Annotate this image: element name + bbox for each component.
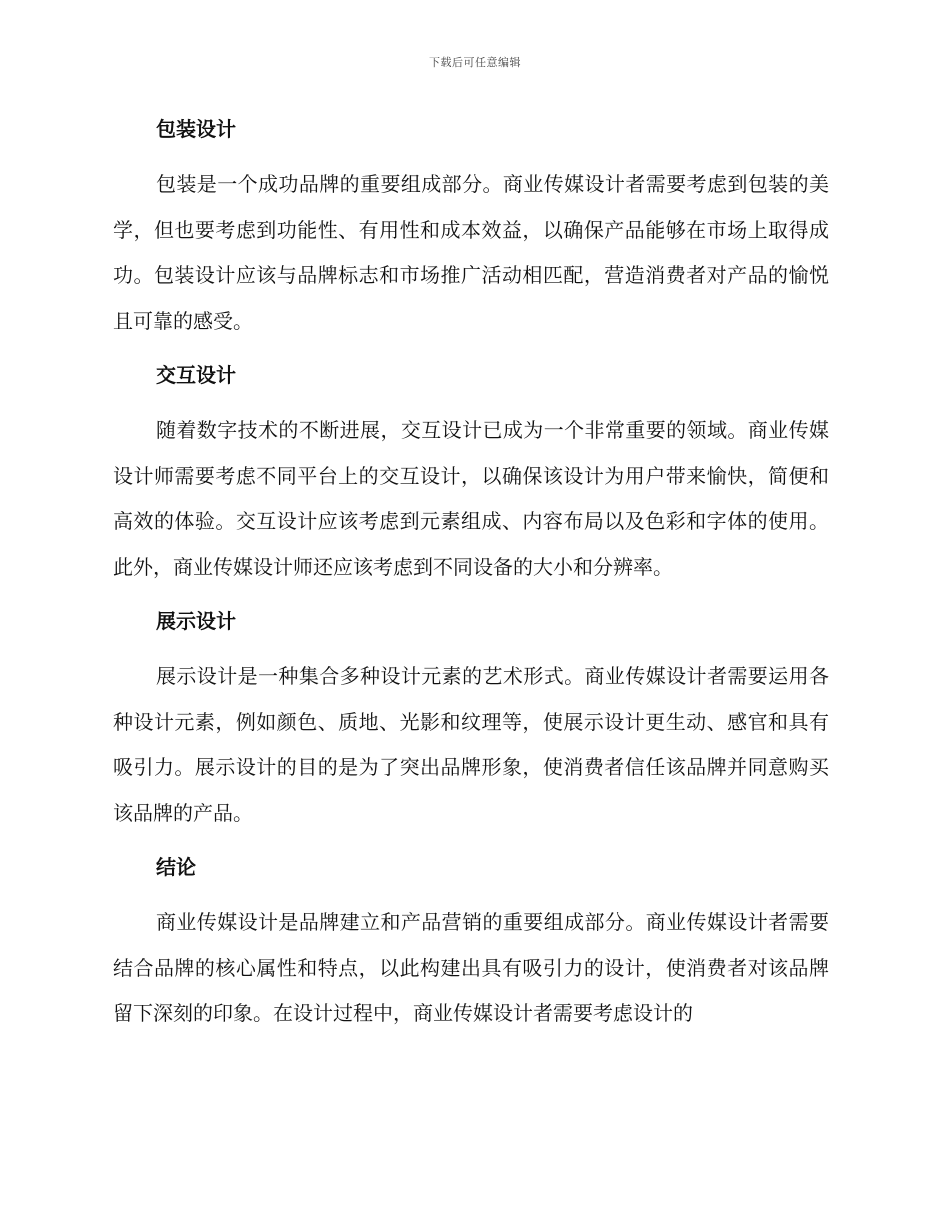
page-header: 下载后可任意编辑 <box>429 56 521 69</box>
section-heading-packaging: 包装设计 <box>156 117 236 141</box>
section-heading-interaction: 交互设计 <box>156 363 236 387</box>
section-heading-display: 展示设计 <box>156 609 236 633</box>
section-paragraph-conclusion: 商业传媒设计是品牌建立和产品营销的重要组成部分。商业传媒设计者需要结合品牌的核心属性和特点，以此构建出具有吸引力的设计，使消费者对该品牌留下深刻的印象。在设计过程中，商业传媒设计者需要考虑设计的 <box>113 910 829 1025</box>
section-heading-conclusion: 结论 <box>156 855 196 879</box>
section-paragraph-interaction: 随着数字技术的不断进展，交互设计已成为一个非常重要的领域。商业传媒设计师需要考虑不同平台上的交互设计，以确保该设计为用户带来愉快，简便和高效的体验。交互设计应该考虑到元素组成、内容布局以及色彩和字体的使用。此外，商业传媒设计师还应该考虑到不同设备的大小和分辨率。 <box>113 418 829 579</box>
document-body <box>113 112 829 1037</box>
section-paragraph-packaging: 包装是一个成功品牌的重要组成部分。商业传媒设计者需要考虑到包装的美学，但也要考虑到功能性、有用性和成本效益，以确保产品能够在市场上取得成功。包装设计应该与品牌标志和市场推广活动相匹配，营造消费者对产品的愉悦且可靠的感受。 <box>113 172 829 333</box>
section-paragraph-display: 展示设计是一种集合多种设计元素的艺术形式。商业传媒设计者需要运用各种设计元素，例如颜色、质地、光影和纹理等，使展示设计更生动、感官和具有吸引力。展示设计的目的是为了突出品牌形象，使消费者信任该品牌并同意购买该品牌的产品。 <box>113 664 829 825</box>
